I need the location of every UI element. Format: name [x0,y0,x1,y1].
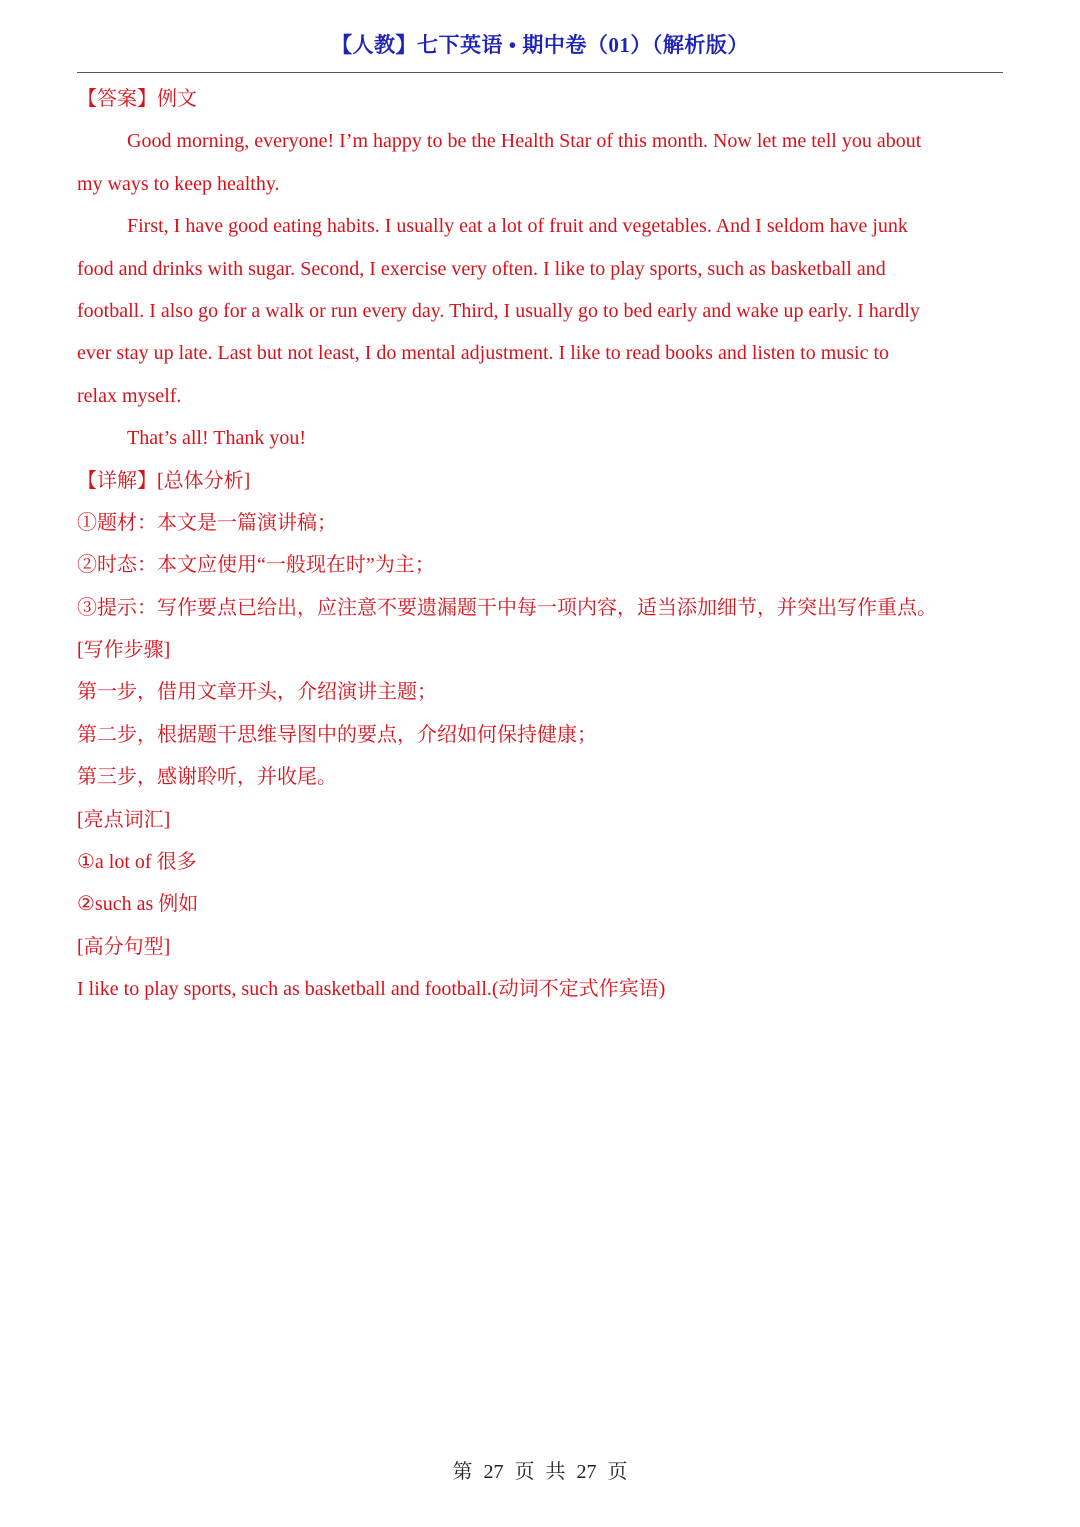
page-number-footer: 第 27 页 共 27 页 [452,1461,628,1483]
document-body [77,78,1007,1011]
step-item: 第一步，借用文章开头，介绍演讲主题； [77,681,437,704]
step-item: 第二步，根据题干思维导图中的要点，介绍如何保持健康； [77,723,597,746]
analysis-point: ③提示：写作要点已给出，应注意不要遗漏题干中每一项内容，适当添加细节，并突出写作重点。 [77,596,937,619]
analysis-heading-bracket: 【详解】 [77,469,157,492]
header-divider [77,72,1003,73]
answer-heading: 【答案】例文 [77,88,197,110]
steps-heading: [写作步骤] [77,639,171,662]
page-header-title: 【人教】七下英语 • 期中卷（01）（解析版） [331,33,749,57]
answer-line: relax myself. [77,384,182,407]
answer-line: ever stay up late. Last but not least, I do mental adjustment. I like to read books and listen to music to [77,342,890,365]
vocab-heading: [亮点词汇] [77,808,171,831]
answer-line: First, I have good eating habits. I usually eat a lot of fruit and vegetables. And I seldom have junk [127,215,908,238]
answer-line: food and drinks with sugar. Second, I exercise very often. I like to play sports, such as basketball and [77,257,886,280]
analysis-heading [77,460,1007,502]
analysis-point: ②时态：本文应使用“一般现在时”为主； [77,554,435,577]
answer-line: That’s all! Thank you! [127,427,307,450]
answer-line: Good morning, everyone! I’m happy to be the Health Star of this month. Now let me tell you about [127,130,922,153]
sentence-heading: [高分句型] [77,935,171,958]
vocab-item: ②such as 例如 [77,893,199,916]
analysis-heading-section: [总体分析] [157,469,251,492]
step-item: 第三步，感谢聆听，并收尾。 [77,766,337,789]
sentence-item: I like to play sports, such as basketball and football.(动词不定式作宾语) [77,978,666,1001]
vocab-item: ①a lot of 很多 [77,851,197,874]
answer-line: my ways to keep healthy. [77,172,280,195]
analysis-point: ①题材：本文是一篇演讲稿； [77,511,337,534]
answer-line: football. I also go for a walk or run every day. Third, I usually go to bed early and wake up early. I hardly [77,299,920,322]
